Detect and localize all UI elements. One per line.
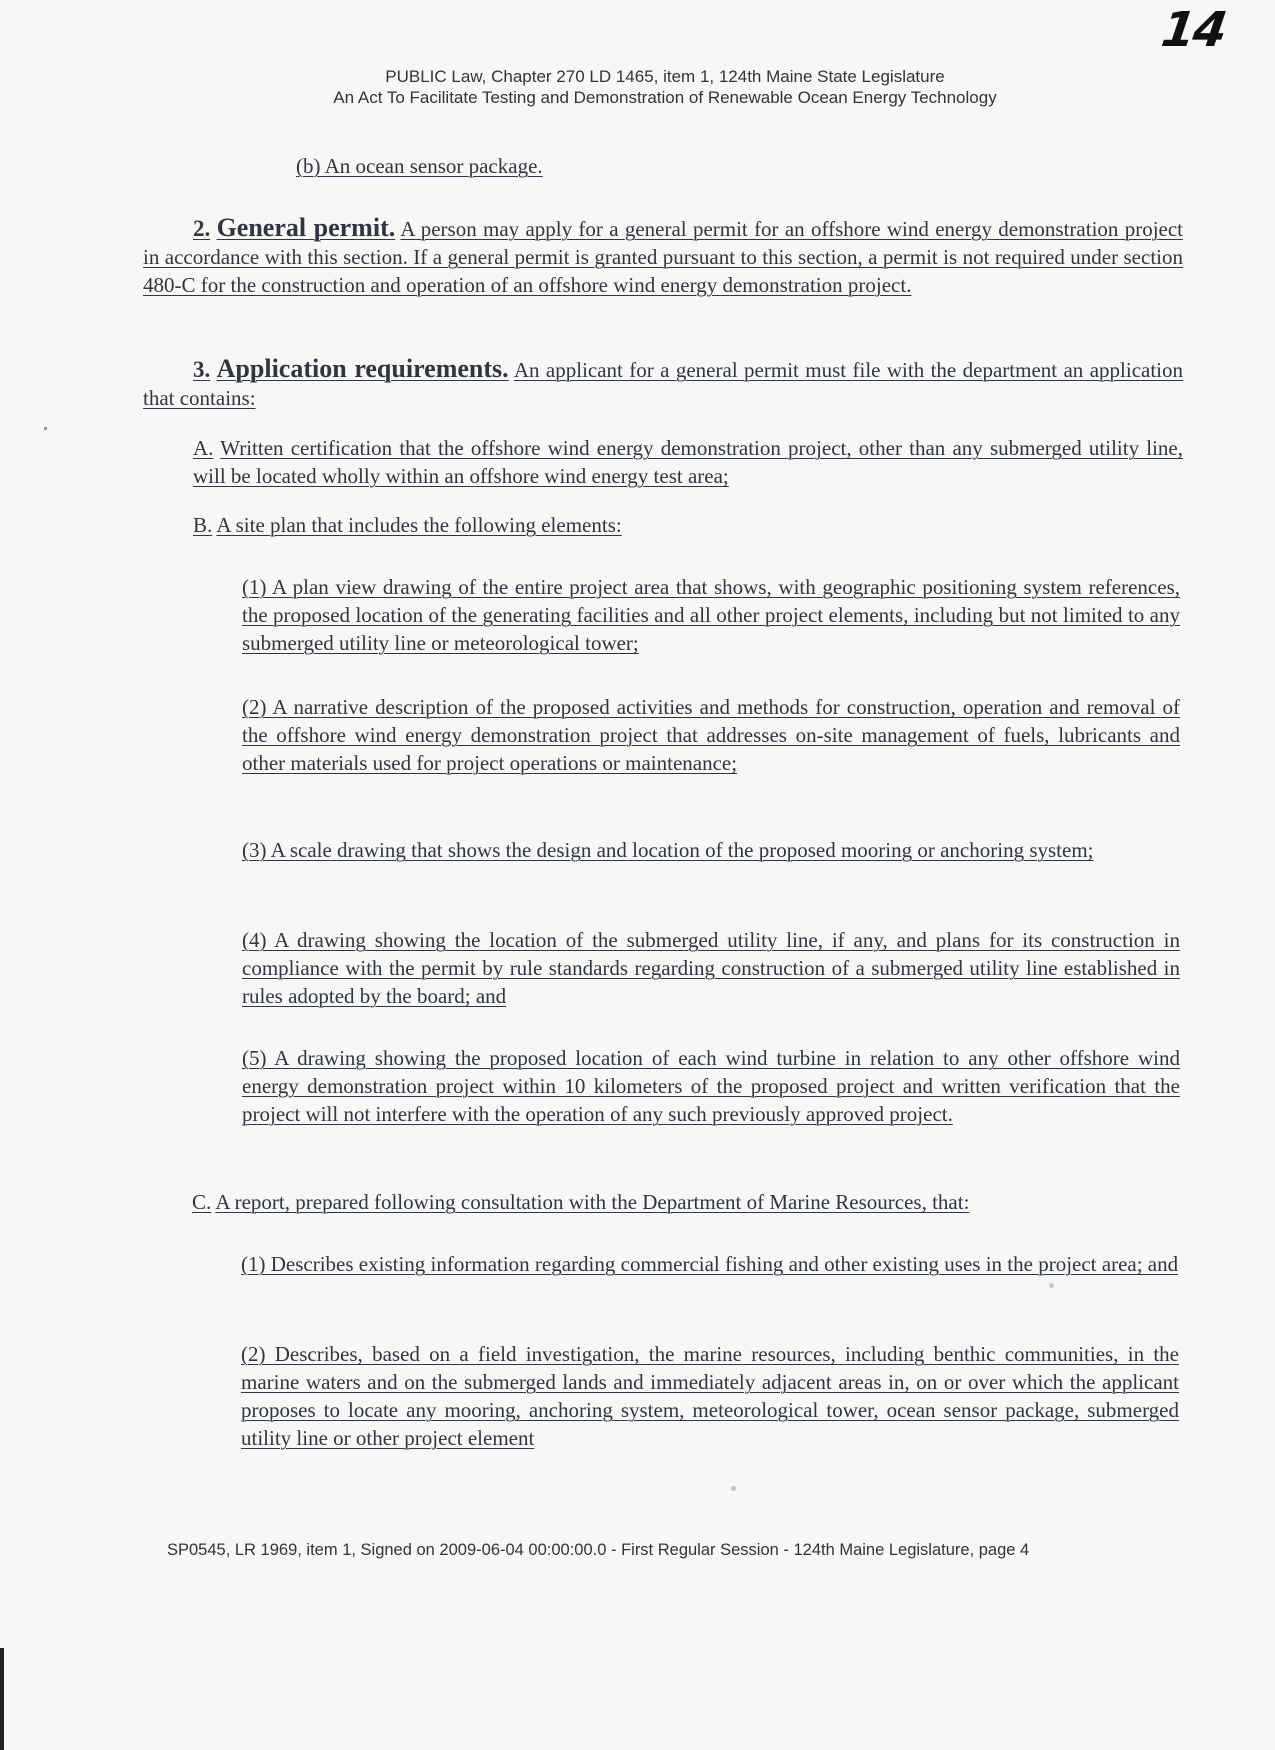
section-3-application-requirements [143,355,1183,412]
section-3-number: 3. [193,357,211,382]
section-3-heading: Application requirements. [216,354,509,383]
item-c-2: (2) Describes, based on a field investigation, the marine resources, including benthic communities, in the marine waters and on the submerged lands and immediately adjacent areas in, on or over which the applicant proposes to locate any mooring, anchoring system, meteorological tower, ocean sensor package, submerged utility line or other project element [241,1342,1179,1450]
header-line-1: PUBLIC Law, Chapter 270 LD 1465, item 1, 124th Maine State Legislature [385,67,945,86]
scan-speck [1049,1283,1054,1288]
item-b-2: (2) A narrative description of the proposed activities and methods for construction, operation and removal of the offshore wind energy demonstration project that addresses on-site management of fuels, lubricants and other materials used for project operations or maintenance; [242,695,1180,775]
page-footer: SP0545, LR 1969, item 1, Signed on 2009-06-04 00:00:00.0 - First Regular Session - 124th Maine Legislature, page 4 [167,1541,1030,1559]
handwritten-page-number: 14 [1158,2,1229,58]
item-c-label: C. [192,1190,212,1214]
section-2-general-permit [143,214,1183,299]
item-c-1: (1) Describes existing information regarding commercial fishing and other existing uses in the project area; and [241,1252,1179,1276]
item-b-label: B. [193,513,213,537]
item-b-4: (4) A drawing showing the location of the submerged utility line, if any, and plans for its construction in compliance with the permit by rule standards regarding construction of a submerged utility line established in rules adopted by the board; and [242,928,1180,1008]
section-2-text: A person may apply for a general permit for an offshore wind energy demonstration project in accordance with this section. If a general permit is granted pursuant to this section, a permit is not required under section 480-C for the construction and operation of an offshore wind energy demonstration project. [143,217,1184,297]
page-header [0,66,1275,108]
item-b-sensor-package: (b) An ocean sensor package. [296,154,543,178]
item-a [193,434,1183,490]
item-b-1: (1) A plan view drawing of the entire project area that shows, with geographic positioning system references, the proposed location of the generating facilities and all other project elements, including but not limited to any submerged utility line or meteorological tower; [242,575,1180,655]
item-b-text: A site plan that includes the following elements: [216,513,622,537]
item-b [193,511,1183,539]
item-b-5: (5) A drawing showing the proposed location of each wind turbine in relation to any other offshore wind energy demonstration project within 10 kilometers of the proposed project and written verification that the project will not interfere with the operation of any such previously approved project. [242,1046,1180,1126]
scan-edge-shadow [0,1648,4,1750]
section-2-heading: General permit. [216,213,396,242]
item-b-3: (3) A scale drawing that shows the design and location of the proposed mooring or anchoring system; [242,838,1094,862]
scan-speck [731,1486,736,1491]
item-a-text: Written certification that the offshore wind energy demonstration project, other than any submerged utility line, will be located wholly within an offshore wind energy test area; [193,436,1184,488]
scan-mark [44,427,47,430]
header-line-2: An Act To Facilitate Testing and Demonstration of Renewable Ocean Energy Technology [333,88,997,107]
item-a-label: A. [193,436,214,460]
item-c [192,1188,1182,1216]
section-3-text: An applicant for a general permit must file with the department an application that contains: [143,358,1183,410]
section-2-number: 2. [193,216,211,241]
item-c-text: A report, prepared following consultation with the Department of Marine Resources, that: [215,1190,970,1214]
